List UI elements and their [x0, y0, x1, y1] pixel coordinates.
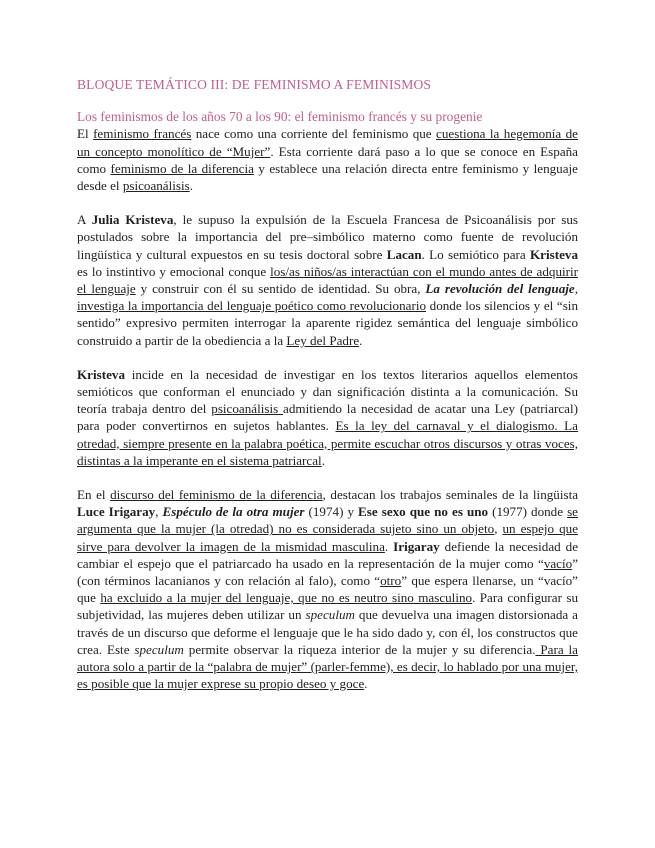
- text-run: ha excluido a la mujer del lenguaje, que no es neutro sino masculino: [100, 590, 473, 606]
- paragraph-2: [77, 211, 578, 349]
- text-run: . Lo semiótico para: [421, 246, 530, 262]
- text-run: ” que espera llenarse, un “vacío” que: [77, 573, 578, 606]
- document-page: [77, 76, 578, 710]
- text-run: ,: [494, 521, 503, 537]
- text-run: incide en la necesidad de investigar en los textos literarios aquellos elementos semióticos que conforman el enunciado y dan significación distinta a la comunicación. Su teoría trabaja dentro del: [77, 366, 578, 417]
- text-run: (1974) y: [304, 504, 359, 520]
- text-run: ,: [574, 281, 578, 297]
- text-run: ” (con términos lacanianos y con relación al falo), como “: [77, 555, 578, 589]
- text-run: Lacan: [386, 246, 422, 262]
- section-subtitle: Los feminismos de los años 70 a los 90: el feminismo francés y su progenie: [77, 109, 483, 125]
- text-run: nace como una corriente del feminismo que: [191, 126, 437, 142]
- text-run: . Para configurar su subjetividad, las mujeres deben utilizar un: [77, 590, 578, 623]
- text-run: los/as niños/as interactúan con el mundo antes de adquirir el lenguaje: [77, 263, 579, 297]
- text-run: Kristeva: [530, 246, 578, 262]
- text-run: admitiendo la necesidad de acatar una Ley (patriarcal) para poder convertirnos en sujetos hablantes.: [77, 401, 578, 434]
- text-run: Irigaray: [393, 538, 440, 554]
- text-run: Es la ley del carnaval y el dialogismo. La otredad, siempre presente en la palabra poética, permite escuchar otros discursos y otras voces, distintas a la imperante en el sistema patriarcal: [77, 418, 578, 468]
- text-run: feminismo de la diferencia: [110, 160, 254, 176]
- paragraph-1: [77, 125, 578, 194]
- text-run: feminismo francés: [93, 126, 192, 142]
- text-run: Kristeva: [77, 366, 125, 382]
- text-run: Para la autora solo a partir de la “palabra de mujer” (parler-femme), es decir, lo hablado por una mujer, es posible que la mujer exprese su propio deseo y goce: [77, 641, 578, 692]
- text-run: El: [77, 126, 94, 142]
- text-run: psicoanálisis: [211, 401, 284, 417]
- text-run: speculum: [305, 607, 355, 623]
- text-run: .: [359, 332, 363, 348]
- text-run: vacío: [543, 555, 573, 571]
- page-title: BLOQUE TEMÁTICO III: DE FEMINISMO A FEMINISMOS: [77, 77, 432, 92]
- text-run: , destacan los trabajos seminales de la lingüista: [322, 487, 579, 503]
- text-run: Luce Irigaray: [77, 504, 156, 520]
- text-run: ,: [155, 504, 163, 520]
- text-run: Ese sexo que no es uno: [358, 504, 489, 520]
- text-run: La revolución del lenguaje: [425, 281, 575, 297]
- text-run: donde los silencios y el “sin sentido” expresivo permiten interrogar la aparente rigidez semántica del lenguaje simbólico construido a partir de la obediencia a la: [77, 298, 578, 348]
- text-run: speculum: [134, 641, 184, 657]
- text-run: Espéculo de la otra mujer: [162, 504, 305, 520]
- text-run: cuestiona la hegemonía de un concepto monolítico de “Mujer”: [77, 126, 578, 159]
- text-run: es lo instintivo y emocional conque: [77, 263, 271, 279]
- text-run: investiga la importancia del lenguaje poético como revolucionario: [77, 298, 427, 314]
- text-run: discurso del feminismo de la diferencia: [110, 487, 323, 503]
- text-run: (1977) donde: [488, 504, 568, 520]
- text-run: y construir con él su sentido de identidad. Su obra,: [135, 281, 426, 297]
- paragraph-4: [77, 486, 578, 692]
- text-run: En el: [77, 487, 111, 503]
- text-run: psicoanálisis: [122, 178, 190, 194]
- paragraph-3: [77, 366, 578, 469]
- text-run: , le supuso la expulsión de la Escuela Francesa de Psicoanálisis por sus postulados sobre la importancia del pre–simbólico materno como fuente de revolución lingüística y cultural expuestos en su tesis doctoral sobre: [77, 212, 578, 262]
- text-run: .: [189, 178, 194, 194]
- text-run: .: [384, 538, 394, 554]
- text-run: defiende la necesidad de cambiar el espejo que el patriarcado ha usado en la representación de la mujer como “: [77, 538, 579, 571]
- text-run: . Esta corriente dará paso a lo que se conoce en España como: [77, 143, 578, 176]
- text-run: Ley del Padre: [286, 332, 360, 348]
- text-run: A: [77, 212, 92, 228]
- text-run: y establece una relación directa entre feminismo y lenguaje desde el: [77, 160, 578, 194]
- text-run: se argumenta que la mujer (la otredad) no es considerada sujeto sino un objeto: [77, 504, 578, 537]
- text-run: un espejo que sirve para devolver la imagen de la mismidad masculina: [77, 521, 579, 554]
- text-run: .: [364, 676, 368, 692]
- text-run: .: [321, 452, 325, 468]
- text-run: que devuelva una imagen distorsionada a través de un discurso que deforme el lenguaje que le ha sido dado y, con él, los constructos que crea. Este: [77, 607, 578, 657]
- text-run: Julia Kristeva: [91, 212, 174, 228]
- text-run: permite observar la riqueza interior de la mujer y su diferencia.: [183, 641, 536, 657]
- text-run: otro: [380, 573, 402, 589]
